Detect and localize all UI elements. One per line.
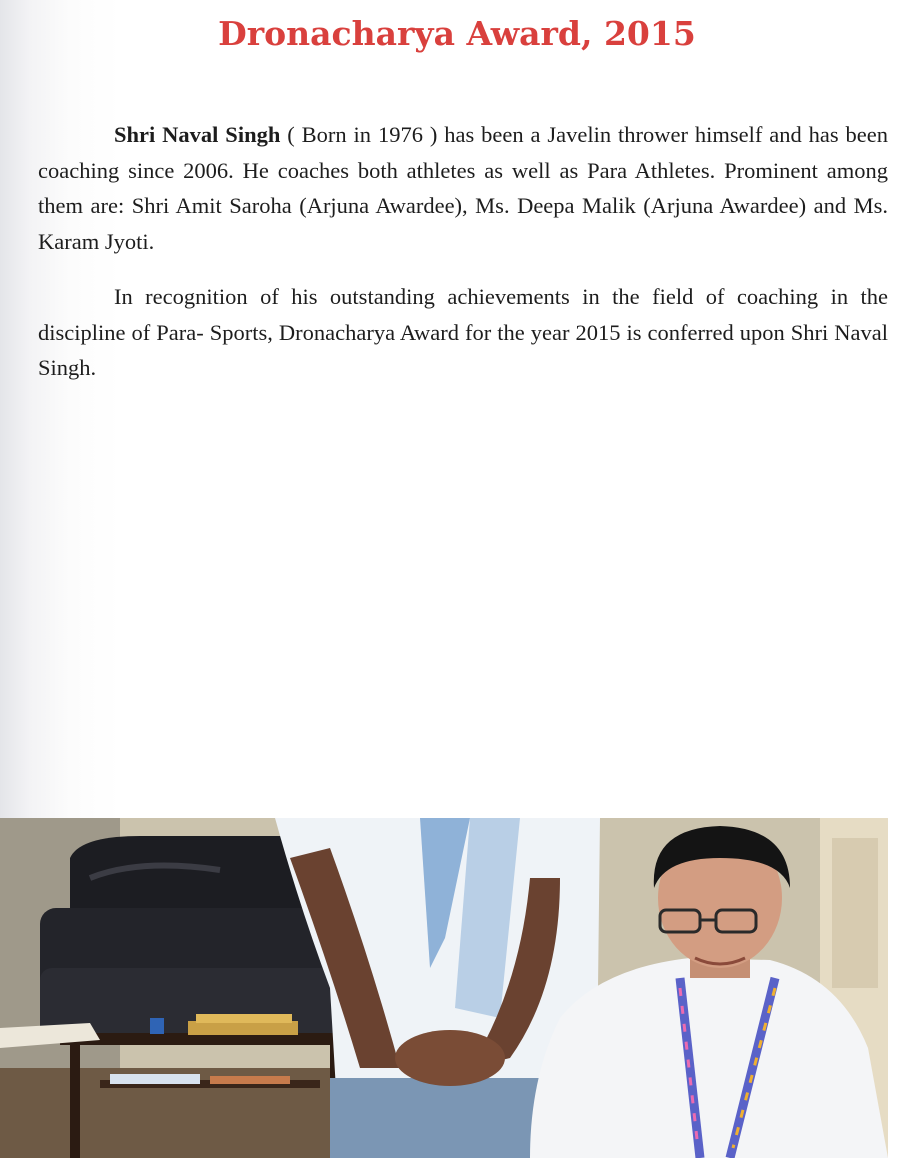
biography-text: ( Born in 1976 ) has been a Javelin thrower himself and has been coaching since 2006. He coaches both athletes as well as Para Athletes. Prominent among them are: Shri Amit Saroha (Arjuna Awardee), Ms. Deepa Malik (Arjuna Awardee) and Ms. Karam Jyoti.: [38, 122, 888, 254]
award-photo-illustration: [0, 818, 888, 1158]
award-photo: [0, 818, 888, 1158]
biography-paragraph: [38, 117, 888, 259]
page-title: Dronacharya Award, 2015: [218, 14, 696, 53]
award-citation-paragraph: In recognition of his outstanding achievements in the field of coaching in the discipline of Para- Sports, Dronacharya Award for the year 2015 is conferred upon Shri Naval Singh.: [38, 284, 888, 380]
awardee-name: Shri Naval Singh: [114, 122, 281, 147]
